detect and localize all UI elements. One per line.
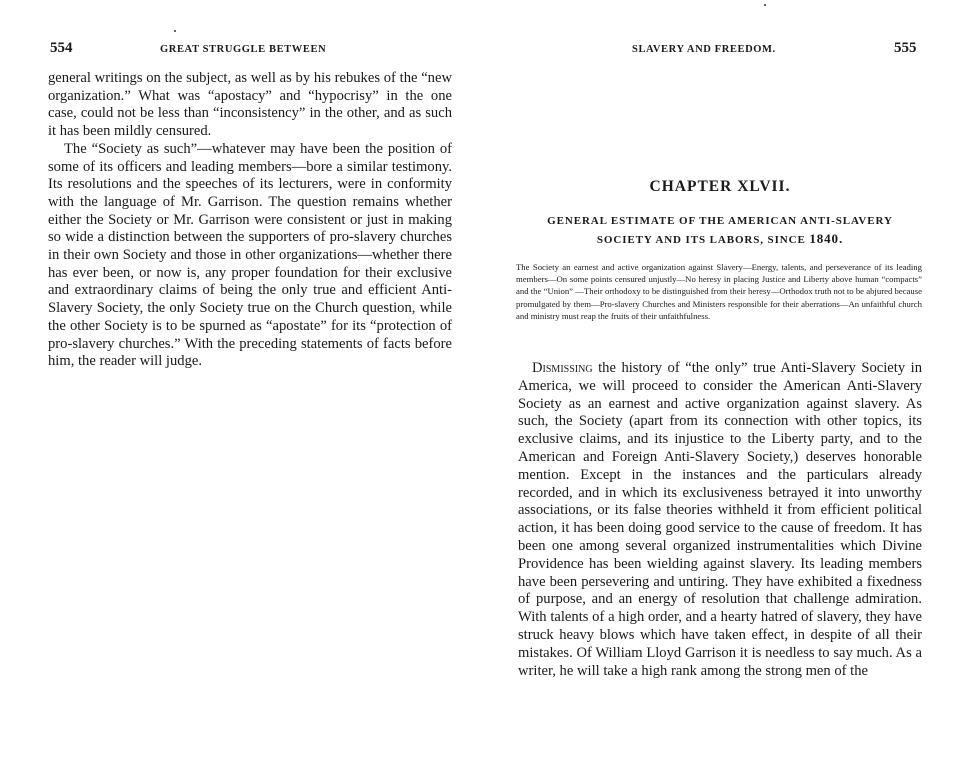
page-number-left: 554 xyxy=(50,40,73,56)
page-number-right: 555 xyxy=(894,40,917,56)
running-head-right: SLAVERY AND FREEDOM. xyxy=(632,44,776,55)
chapter-synopsis: The Society an earnest and active organization against Slavery—Energy, talents, and perseverance of its leading members—On some points censured unjustly—No heresy in placing Justice and Liberty above human “compacts” and the “Union” —Their orthodoxy to be distinguished from their heresy—Orthodox truth not to be abjured because promulgated by them—Pro-slavery Churches and Ministers responsible for their aberrations—An unfaithful church and ministry must reap the fruits of their unfaithfulness. xyxy=(516,262,922,321)
opening-word: Dismissing xyxy=(532,360,593,376)
right-page xyxy=(490,0,980,776)
print-speck xyxy=(764,4,766,6)
left-page-text xyxy=(48,70,452,371)
print-speck xyxy=(174,30,176,32)
paragraph-text: the history of “the only” true Anti-Slavery Society in America, we will proceed to consider the American Anti-Slavery Society as an earnest and active organization against slavery. As such, the Society (apart from its connection with other topics, its exclusive claims, and its injustice to the Liberty party, and to the American and Foreign Anti-Slavery Society,) deserves honorable mention. Except in the instances and the particulars already recorded, and in which its exclusiveness betrayed it into unworthy associations, or its false theories withheld it from efficient political action, it has been doing good service to the cause of freedom. It has been one among several organized instrumentalities which Divine Providence has been wielding against slavery. Its leading members have been persevering and untiring. They have exhibited a fixedness of purpose, and an energy of resolution that challenge admiration. With talents of a high order, and a hearty hatred of slavery, they have struck heavy blows which have taken effect, in despite of all their mistakes. Of William Lloyd Garrison it is needless to say much. As a writer, he will take a high rank among the strong men of the xyxy=(518,360,922,679)
paragraph: general writings on the subject, as well as by his rebukes of the “new organization.” What was “apostacy” and “hypocrisy” in the one case, could not be less than “inconsistency” in the other, and as such it has been mildly censured. xyxy=(48,70,452,140)
chapter-title: CHAPTER XLVII. xyxy=(649,178,791,195)
running-head-left: GREAT STRUGGLE BETWEEN xyxy=(160,44,327,55)
chapter-subtitle-text: GENERAL ESTIMATE OF THE AMERICAN ANTI-SLAVERY SOCIETY AND ITS LABORS, SINCE xyxy=(547,215,893,246)
right-page-text xyxy=(518,360,922,680)
paragraph: The “Society as such”—whatever may have been the position of some of its officers and leading members—bore a similar testimony. Its resolutions and the speeches of its lecturers, were in conformity with the language of Mr. Garrison. The question remains whether either the Society or Mr. Garrison were consistent or just in making so wide a distinction between the supporters of pro-slavery churches in their own Society and those in other organizations—whether there has ever been, or now is, any proper foundation for their exclusive and extraordinary claims of being the only true and efficient Anti-Slavery Society, the only Society true on the Church question, while the other Society is to be spurned as “apostate” for its “protection of pro-slavery churches.” With the preceding statements of facts before him, the reader will judge. xyxy=(48,140,452,370)
chapter-subtitle xyxy=(518,212,922,249)
paragraph xyxy=(518,360,922,680)
chapter-year: 1840. xyxy=(809,231,844,246)
